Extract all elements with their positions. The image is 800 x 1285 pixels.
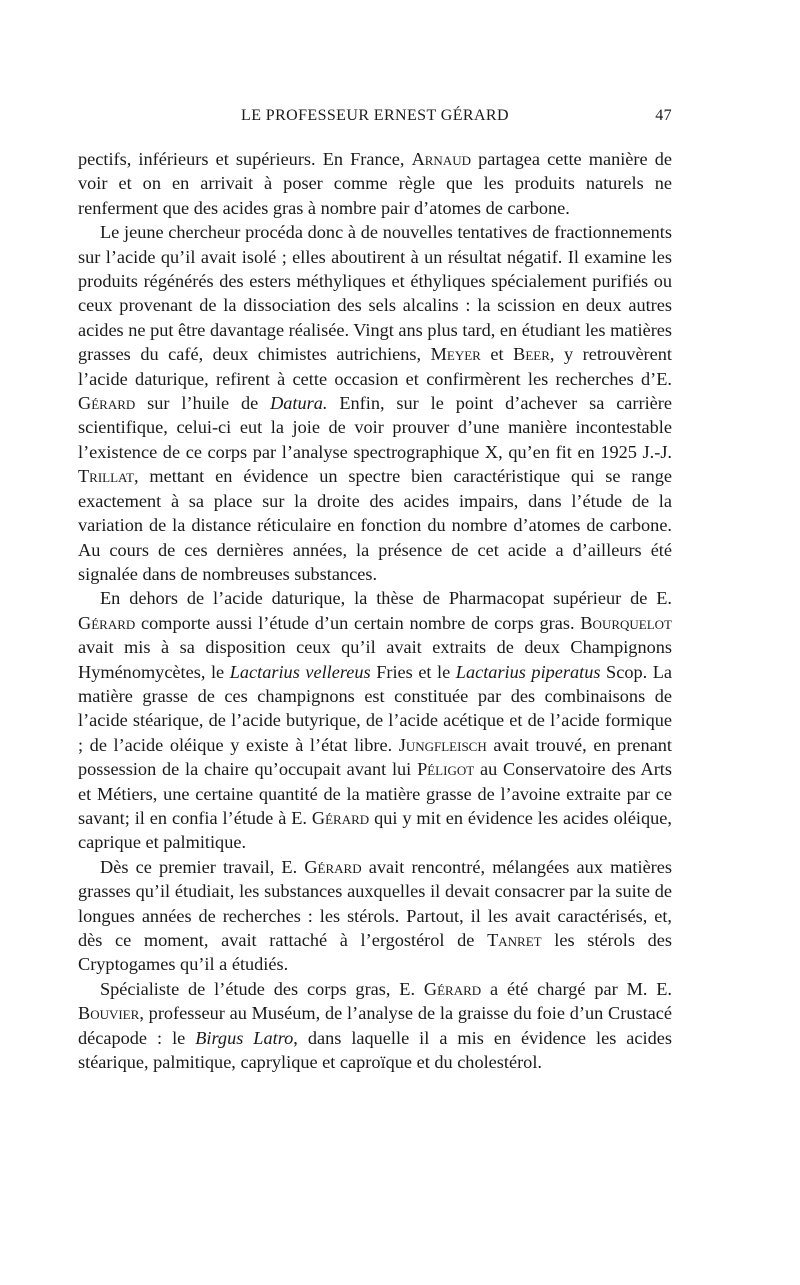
running-title: LE PROFESSEUR ERNEST GÉRARD (241, 107, 509, 124)
author-name: Gérard (78, 612, 136, 633)
author-name: Bouvier (78, 1003, 140, 1024)
paragraph-1: pectifs, inférieurs et supérieurs. En France, Arnaud partagea cette manière de voir et on en arrivait à poser comme règle que les produits naturels ne renferment que des acides gras à nombre pair d’atomes de carbone. (78, 149, 672, 218)
author-name: Beer (513, 344, 550, 365)
italic-term: Datura. (270, 393, 328, 414)
paragraph-2: Le jeune chercheur procéda donc à de nouvelles tentatives de fractionnements sur l’acide qu’il avait isolé ; elles aboutirent à un résultat négatif. Il examine les produits régénérés des esters méthyliques et éthyliques spécialement purifiés ou ceux provenant de la dissociation des sels alcalins : la scission en deux autres acides ne put être davantage réalisée. Vingt ans plus tard, en étudiant les matières grasses du café, deux chimistes autrichiens, Meyer et Beer, y retrouvèrent l’acide daturique, refirent à cette occasion et confirmèrent les recherches d’E. Gérard sur l’huile de Datura. Enfin, sur le point d’achever sa carrière scientifique, celui-ci eut la joie de voir prouver d’une manière incontestable l’existence de ce corps par l’analyse spectrographique X, qu’en fit en 1925 J.-J. Trillat, mettant en évidence un spectre bien caractéristique qui se range exactement à sa place sur la droite des acides impairs, dans l’étude de la variation de la distance réticulaire en fonction du nombre d’atomes de carbone. Au cours de ces dernières années, la présence de cet acide a d’ailleurs été signalée dans de nombreuses substances. (78, 222, 673, 584)
book-page (78, 107, 672, 1074)
author-name: Jungfleisch (398, 734, 487, 755)
author-name: Meyer (430, 344, 481, 365)
author-name: Gérard (423, 978, 482, 999)
author-name: Trillat (78, 466, 134, 487)
author-name: Gérard (304, 856, 362, 877)
body-text (78, 147, 672, 1074)
paragraph-5: Spécialiste de l’étude des corps gras, E. Gérard a été chargé par M. E. Bouvier, professeur au Muséum, de l’analyse de la graisse du foie d’un Crustacé décapode : le Birgus Latro, dans laquelle il a mis en évidence les acides stéarique, palmitique, caprylique et caproïque et du cholestérol. (78, 978, 672, 1073)
paragraph-3: En dehors de l’acide daturique, la thèse de Pharmacopat supérieur de E. Gérard comporte aussi l’étude d’un certain nombre de corps gras. Bourquelot avait mis à sa disposition ceux qu’il avait extraits de deux Champignons Hyménomycètes, le Lactarius vellereus Fries et le Lactarius piperatus Scop. La matière grasse de ces champignons est constituée par des combinaisons de l’acide stéarique, de l’acide butyrique, de l’acide acétique et de l’acide formique ; de l’acide oléique y existe à l’état libre. Jungfleisch avait trouvé, en prenant possession de la chaire qu’occupait avant lui Péligot au Conservatoire des Arts et Métiers, une certaine quantité de la matière grasse de l’avoine extraite par ce savant; il en confia l’étude à E. Gérard qui y mit en évidence les acides oléique, caprique et palmitique. (78, 588, 673, 853)
author-name: Tanret (487, 930, 542, 950)
italic-term: Lactarius piperatus (455, 661, 601, 682)
author-name: Péligot (417, 759, 475, 780)
italic-term: Birgus Latro (195, 1027, 294, 1048)
paragraph-4: Dès ce premier travail, E. Gérard avait rencontré, mélangées aux matières grasses qu’il étudiait, les substances auxquelles il devait consacrer par la suite de longues années de recherches : les stérols. Partout, il les avait caractérisés, et, dès ce moment, avait rattaché à l’ergostérol de Tanret les stérols des Cryptogames qu’il a étudiés. (78, 856, 672, 975)
author-name: Arnaud (411, 149, 471, 169)
page-number: 47 (655, 107, 672, 124)
italic-term: Lactarius vellereus (229, 661, 371, 682)
author-name: Gérard (311, 807, 370, 828)
author-name: Bourquelot (580, 612, 672, 633)
author-name: Gérard (78, 393, 136, 414)
running-header (78, 107, 672, 133)
